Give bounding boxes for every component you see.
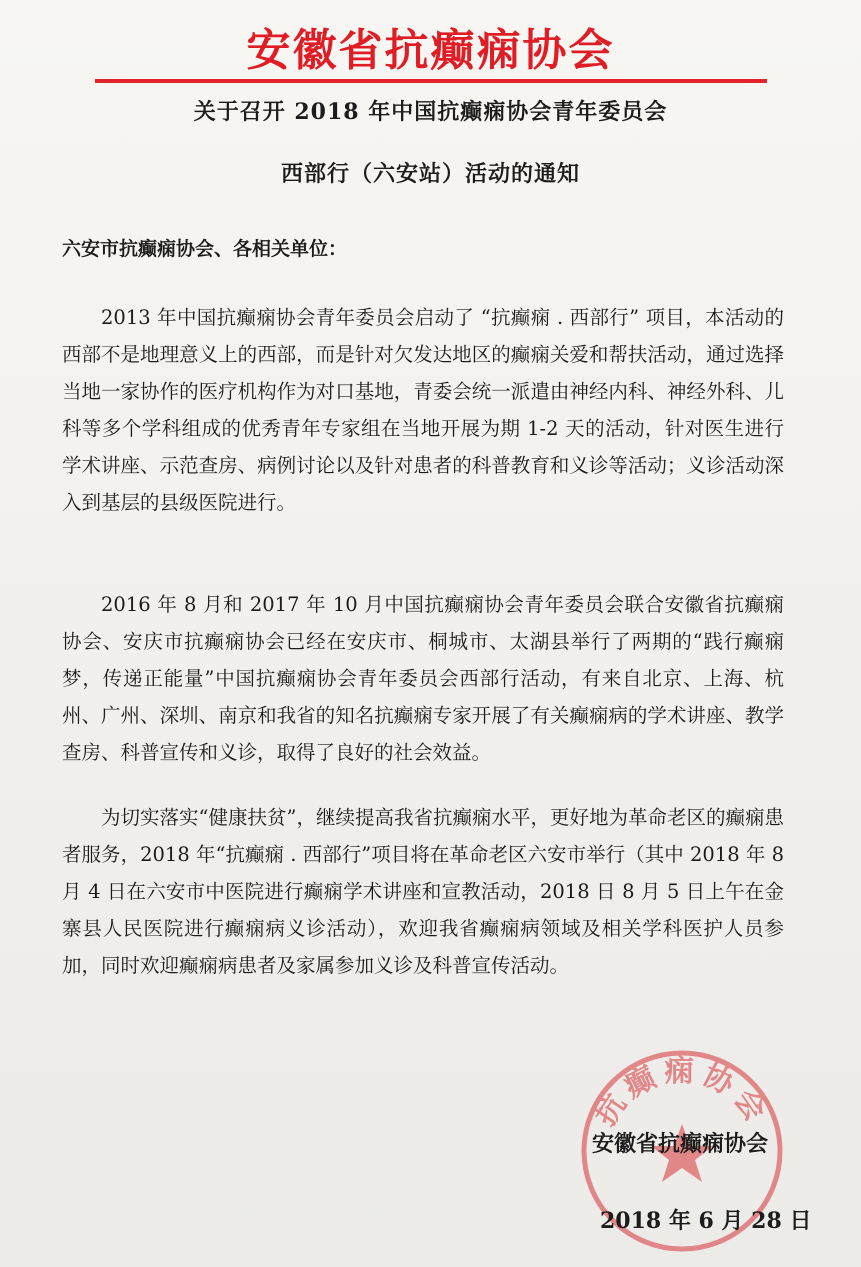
salutation: 六安市抗癫痫协会、各相关单位： (62, 238, 348, 260)
seal-text: 抗癫痫协会 (588, 1054, 776, 1133)
notice-title-line2: 西部行（六安站）活动的通知 (280, 161, 580, 187)
signature-date: 2018 年 6 月 28 日 (600, 1208, 812, 1234)
letterhead-rule (95, 79, 767, 83)
paragraph-3: 为切实落实“健康扶贫”，继续提高我省抗癫痫水平，更好地为革命老区的癫痫患者服务，2018 年“抗癫痫 . 西部行”项目将在革命老区六安市举行（其中 2018 年 8 月 4 日在六安市中医院进行癫痫学术讲座和宣教活动，2018 日 8 月 5 日上午在金寨县人民医院进行癫痫病义诊活动），欢迎我省癫痫病领域及相关学科医护人员参加，同时欢迎癫痫病患者及家属参加义诊及科普宣传活动。 (62, 806, 784, 977)
notice-title-line1: 关于召开 2018 年中国抗癫痫协会青年委员会 (193, 99, 668, 125)
signature-organization: 安徽省抗癫痫协会 (592, 1131, 769, 1157)
paragraph-1: 2013 年中国抗癫痫协会青年委员会启动了 “抗癫痫 . 西部行” 项目，本活动的西部不是地理意义上的西部，而是针对欠发达地区的癫痫关爱和帮扶活动，通过选择当地一家协作的医疗机构作为对口基地，青委会统一派遣由神经内科、神经外科、儿科等多个学科组成的优秀青年专家组在当地开展为期 1-2 天的活动，针对医生进行学术讲座、示范查房、病例讨论以及针对患者的科普教育和义诊等活动；义诊活动深入到基层的县级医院进行。 (62, 306, 784, 514)
letterhead: 安徽省抗癫痫协会 (246, 25, 615, 76)
paragraph-2: 2016 年 8 月和 2017 年 10 月中国抗癫痫协会青年委员会联合安徽省抗癫痫协会、安庆市抗癫痫协会已经在安庆市、桐城市、太湖县举行了两期的“践行癫痫梦，传递正能量”中国抗癫痫协会青年委员会西部行活动，有来自北京、上海、杭州、广州、深圳、南京和我省的知名抗癫痫专家开展了有关癫痫病的学术讲座、教学查房、科普宣传和义诊，取得了良好的社会效益。 (62, 593, 784, 764)
svg-text:抗癫痫协会 (588, 1054, 776, 1132)
